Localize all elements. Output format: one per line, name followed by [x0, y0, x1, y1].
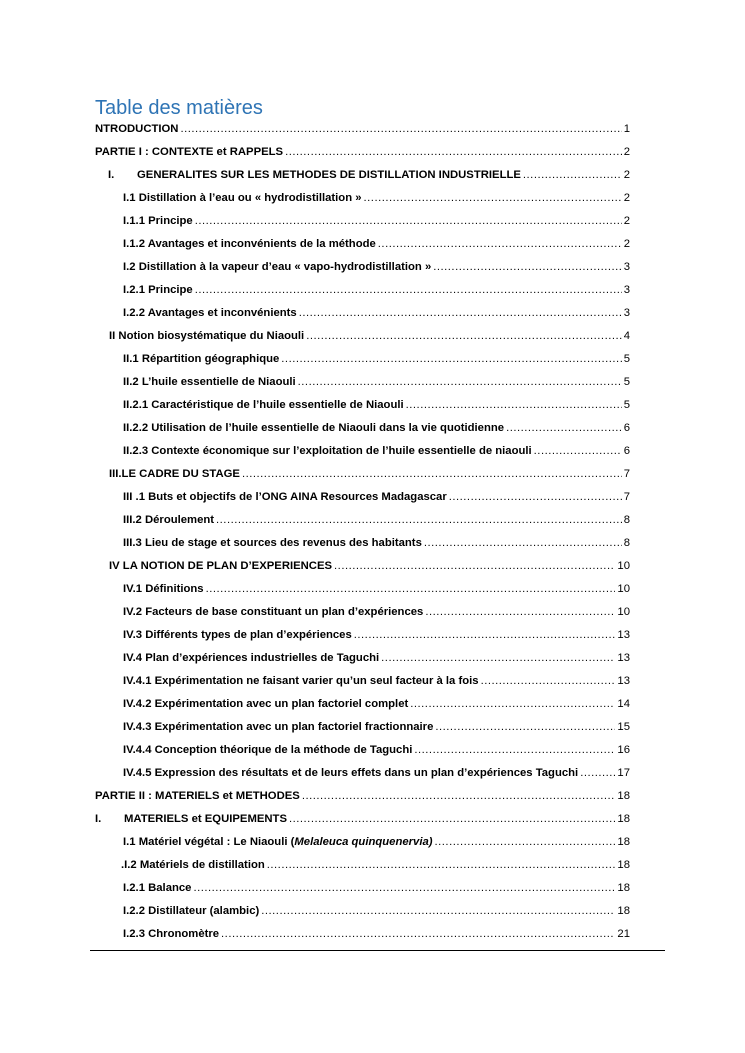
toc-entry-page: 5 [623, 399, 630, 411]
toc-entry[interactable] [123, 258, 630, 276]
toc-leader [414, 741, 615, 759]
toc-entry-number: I. [108, 169, 115, 181]
toc-leader [195, 281, 622, 299]
toc-entry-label: I.2.2 Avantages et inconvénients [123, 307, 297, 319]
toc-entry-page: 5 [623, 353, 630, 365]
toc-entry-label: II.2 L’huile essentielle de Niaouli [123, 376, 296, 388]
toc-leader [435, 718, 615, 736]
toc-entry-label: III.3 Lieu de stage et sources des revenus des habitants [123, 537, 422, 549]
toc-entry-page: 14 [617, 698, 630, 710]
toc-leader [306, 327, 622, 345]
toc-entry-page: 2 [623, 146, 630, 158]
toc-leader [299, 304, 622, 322]
toc-entry-label: NTRODUCTION [95, 123, 179, 135]
toc-entry[interactable] [123, 534, 630, 552]
toc-entry-page: 6 [623, 422, 630, 434]
toc-entry-page: 18 [617, 813, 630, 825]
toc-entry-label: IV LA NOTION DE PLAN D’EXPERIENCES [109, 560, 333, 572]
toc-leader [523, 166, 622, 184]
toc-entry[interactable] [123, 580, 630, 598]
toc-entry-page: 18 [617, 882, 630, 894]
toc-entry[interactable] [123, 189, 630, 207]
toc-leader [433, 258, 621, 276]
toc-entry[interactable] [95, 120, 630, 138]
toc-leader [281, 350, 621, 368]
toc-leader [242, 465, 622, 483]
toc-entry-label: I.2 Distillation à la vapeur d’eau « vapo-hydrodistillation » [123, 261, 432, 273]
toc-entry[interactable] [123, 419, 630, 437]
toc-entry-page: 10 [617, 606, 630, 618]
toc-entry[interactable] [123, 649, 630, 667]
toc-entry-page: 2 [623, 169, 630, 181]
toc-entry-page: 5 [623, 376, 630, 388]
toc-entry-page: 18 [617, 859, 630, 871]
toc-entry-page: 18 [617, 790, 630, 802]
toc-leader [193, 879, 615, 897]
toc-entry[interactable] [123, 511, 630, 529]
toc-leader [180, 120, 621, 138]
toc-entry-label: II.2.1 Caractéristique de l’huile essentielle de Niaouli [123, 399, 404, 411]
toc-entry-page: 17 [617, 767, 630, 779]
toc-entry-label: II.1 Répartition géographique [123, 353, 280, 365]
page-divider [90, 950, 665, 951]
toc-entry[interactable] [123, 672, 630, 690]
toc-leader [298, 373, 622, 391]
toc-leader [285, 143, 622, 161]
toc-entry-label: IV.4.4 Conception théorique de la méthode de Taguchi [123, 744, 413, 756]
toc-entry-page: 7 [623, 468, 630, 480]
toc-entry[interactable] [123, 603, 630, 621]
toc-entry-label: IV.4.2 Expérimentation avec un plan factoriel complet [123, 698, 409, 710]
toc-entry-label: III.LE CADRE DU STAGE [109, 468, 240, 480]
toc-entry-page: 21 [617, 928, 630, 940]
toc-entry-page: 10 [617, 583, 630, 595]
toc-entry-page: 3 [623, 284, 630, 296]
toc-leader [381, 649, 615, 667]
toc-entry-page: 13 [617, 652, 630, 664]
toc-leader [334, 557, 615, 575]
toc-entry-label: I.2.2 Distillateur (alambic) [123, 905, 260, 917]
toc-entry[interactable] [123, 741, 630, 759]
toc-entry-label: IV.3 Différents types de plan d’expériences [123, 629, 352, 641]
toc-entry[interactable] [95, 810, 630, 828]
toc-entry-label: I.2.3 Chronomètre [123, 928, 220, 940]
toc-entry-page: 2 [623, 238, 630, 250]
toc-entry[interactable] [123, 350, 630, 368]
toc-entry[interactable] [123, 833, 630, 851]
toc-leader [289, 810, 615, 828]
toc-entry-label: III.2 Déroulement [123, 514, 215, 526]
toc-entry[interactable] [123, 235, 630, 253]
toc-entry-label: II.2.2 Utilisation de l’huile essentielle de Niaouli dans la vie quotidienne [123, 422, 505, 434]
toc-leader [206, 580, 616, 598]
toc-leader [195, 212, 622, 230]
toc-leader [354, 626, 616, 644]
toc-entry-page: 18 [617, 905, 630, 917]
toc-entry[interactable] [95, 143, 630, 161]
toc-entry[interactable] [109, 327, 630, 345]
toc-entry-label: IV.4.1 Expérimentation ne faisant varier qu’un seul facteur à la fois [123, 675, 479, 687]
toc-entry[interactable] [123, 626, 630, 644]
toc-leader [406, 396, 622, 414]
toc-entry[interactable] [123, 373, 630, 391]
toc-entry[interactable] [123, 442, 630, 460]
toc-entry-page: 6 [623, 445, 630, 457]
toc-entry-page: 16 [617, 744, 630, 756]
toc-entry[interactable] [123, 695, 630, 713]
toc-leader [425, 603, 615, 621]
toc-entry-label: IV.1 Définitions [123, 583, 204, 595]
toc-entry-label: I.2.1 Balance [123, 882, 192, 894]
toc-leader [534, 442, 622, 460]
toc-leader [506, 419, 622, 437]
toc-entry[interactable] [123, 396, 630, 414]
toc-entry-label: III .1 Buts et objectifs de l’ONG AINA Resources Madagascar [123, 491, 447, 503]
toc-entry-page: 2 [623, 192, 630, 204]
toc-entry[interactable] [123, 281, 630, 299]
toc-entry-page: 18 [617, 836, 630, 848]
toc-entry-label: I.1 Distillation à l’eau ou « hydrodistillation » [123, 192, 362, 204]
toc-entry-page: 13 [617, 629, 630, 641]
toc-entry[interactable] [123, 925, 630, 943]
toc-leader [302, 787, 616, 805]
toc-leader [267, 856, 616, 874]
toc-entry[interactable] [123, 879, 630, 897]
toc-entry[interactable] [109, 557, 630, 575]
toc-entry-label: IV.4.3 Expérimentation avec un plan factoriel fractionnaire [123, 721, 434, 733]
toc-leader [580, 764, 615, 782]
toc-entry[interactable] [123, 488, 630, 506]
toc-entry-page: 4 [623, 330, 630, 342]
toc-entry-label: I.1.1 Principe [123, 215, 193, 227]
toc-entry-label: IV.4 Plan d’expériences industrielles de Taguchi [123, 652, 380, 664]
toc-entry-label: IV.2 Facteurs de base constituant un plan d’expériences [123, 606, 424, 618]
toc-entry-page: 8 [623, 537, 630, 549]
toc-entry-label: IV.4.5 Expression des résultats et de leurs effets dans un plan d’expériences Taguchi [123, 767, 579, 779]
toc-entry[interactable] [121, 856, 630, 874]
toc-entry-page: 3 [623, 307, 630, 319]
toc-entry-label: I.1.2 Avantages et inconvénients de la méthode [123, 238, 376, 250]
toc-entry-label: I.1 Matériel végétal : Le Niaouli ( [123, 836, 295, 848]
toc-entry-page: 7 [623, 491, 630, 503]
toc-leader [424, 534, 622, 552]
toc-entry[interactable] [123, 304, 630, 322]
toc-entry-label: I.2.1 Principe [123, 284, 193, 296]
toc-title: Table des matières [95, 97, 263, 119]
toc-entry-page: 3 [623, 261, 630, 273]
toc-entry[interactable] [123, 902, 630, 920]
toc-entry[interactable] [109, 465, 630, 483]
toc-entry-page: 10 [617, 560, 630, 572]
toc-entry-page: 13 [617, 675, 630, 687]
toc-leader [410, 695, 615, 713]
toc-entry-label: MATERIELS et EQUIPEMENTS [124, 813, 287, 825]
toc-entry-label: PARTIE I : CONTEXTE et RAPPELS [95, 146, 284, 158]
toc-entry-page: 1 [623, 123, 630, 135]
toc-leader [216, 511, 622, 529]
toc-entry-label: .I.2 Matériels de distillation [121, 859, 265, 871]
toc-entry-page: 2 [623, 215, 630, 227]
toc-entry-label-italic: Melaleuca quinquenervia) [294, 836, 433, 848]
toc-leader [221, 925, 615, 943]
toc-entry-page: 8 [623, 514, 630, 526]
toc-leader [261, 902, 615, 920]
toc-entry-label: II.2.3 Contexte économique sur l’exploitation de l’huile essentielle de niaouli [123, 445, 532, 457]
toc-entry-number: I. [95, 813, 102, 825]
toc-entry-page: 15 [617, 721, 630, 733]
toc-entry[interactable] [123, 718, 630, 736]
toc-entry-label: PARTIE II : MATERIELS et METHODES [95, 790, 300, 802]
toc-entry-label: GENERALITES SUR LES METHODES DE DISTILLATION INDUSTRIELLE [137, 169, 521, 181]
toc-leader [435, 833, 616, 851]
toc-entry-label: II Notion biosystématique du Niaouli [109, 330, 305, 342]
toc-entry[interactable] [123, 764, 630, 782]
toc-leader [481, 672, 616, 690]
toc-entry[interactable] [123, 212, 630, 230]
toc-leader [449, 488, 622, 506]
toc-entry[interactable] [95, 787, 630, 805]
toc-leader [378, 235, 622, 253]
toc-leader [364, 189, 622, 207]
toc-entry[interactable] [108, 166, 630, 184]
